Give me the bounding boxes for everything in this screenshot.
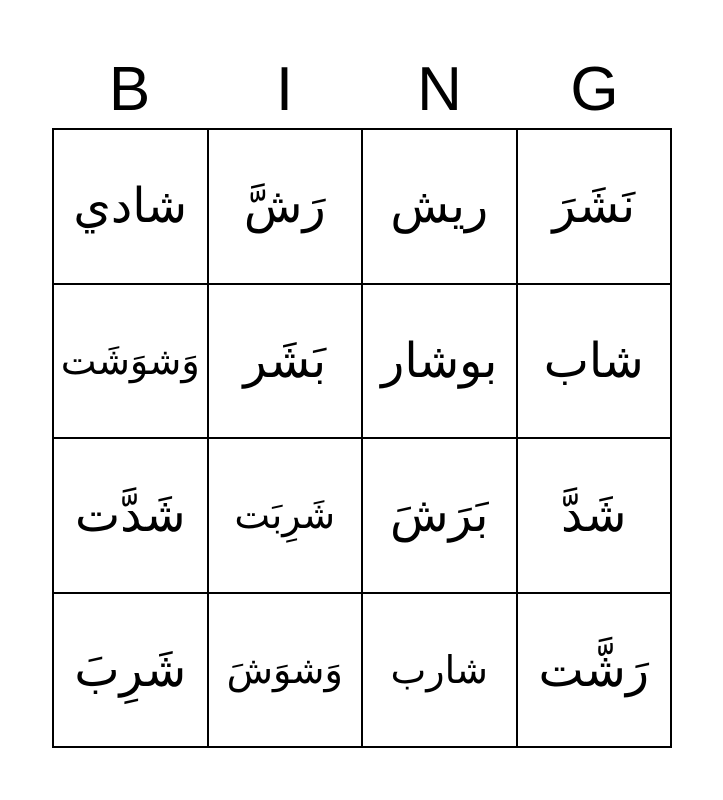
bingo-board (52, 128, 672, 748)
bingo-cell: شادي (53, 129, 208, 284)
bingo-cell: شَدَّت (53, 438, 208, 593)
bingo-cell: شارب (362, 593, 517, 748)
bingo-header (52, 52, 672, 128)
bingo-cell: وَشوَشَ (208, 593, 363, 748)
bingo-cell: شَرِبَت (208, 438, 363, 593)
bingo-cell: ريش (362, 129, 517, 284)
bingo-cell: بَشَر (208, 284, 363, 439)
header-letter-n: N (417, 55, 462, 124)
bingo-cell: نَشَرَ (517, 129, 672, 284)
bingo-cell: رَشَّت (517, 593, 672, 748)
bingo-cell: شَدَّ (517, 438, 672, 593)
bingo-cell: رَشَّ (208, 129, 363, 284)
header-letter-b: B (108, 55, 151, 124)
bingo-cell: وَشوَشَت (53, 284, 208, 439)
bingo-cell: شاب (517, 284, 672, 439)
header-letter-g: G (570, 55, 619, 124)
bingo-cell: بوشار (362, 284, 517, 439)
header-letter-i: I (275, 55, 294, 124)
bingo-cell: شَرِبَ (53, 593, 208, 748)
bingo-cell: بَرَشَ (362, 438, 517, 593)
